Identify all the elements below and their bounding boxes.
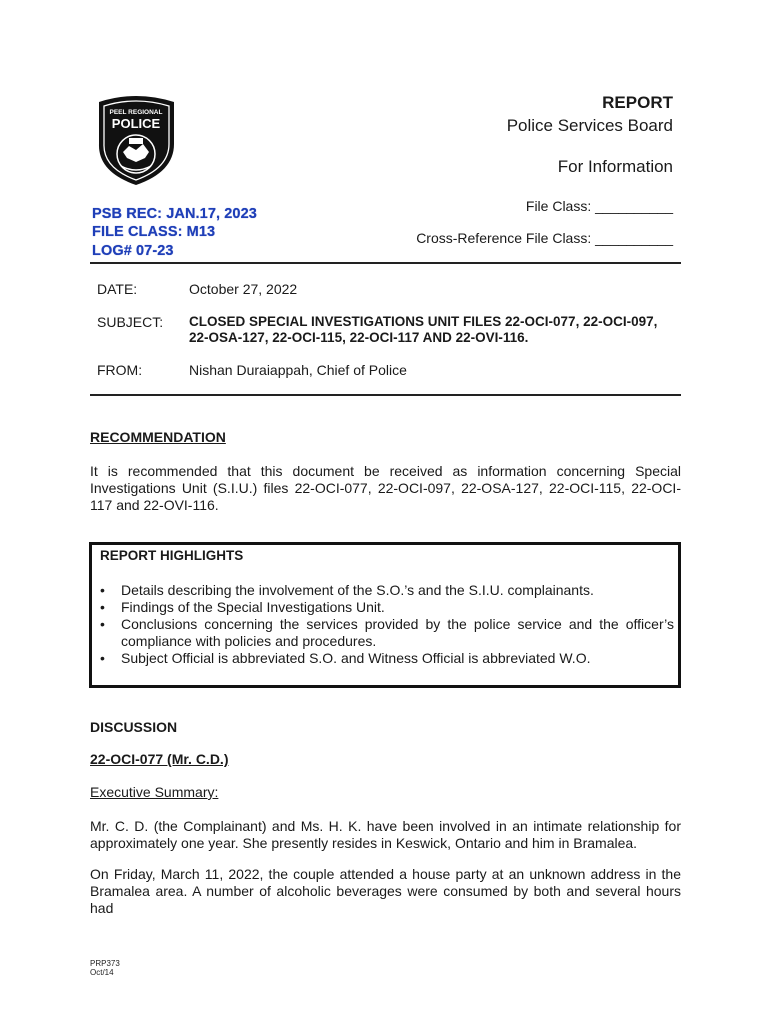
header-divider: [90, 262, 681, 264]
form-date: Oct/14: [90, 968, 114, 977]
date-value: October 27, 2022: [189, 281, 298, 297]
meta-divider: [90, 394, 681, 396]
date-label: DATE:: [97, 281, 138, 297]
subject-line-1: CLOSED SPECIAL INVESTIGATIONS UNIT FILES 22-OCI-077, 22-OCI-097,: [189, 314, 658, 329]
peel-police-logo: [93, 94, 180, 186]
stamp-file-class: FILE CLASS: M13: [92, 224, 216, 240]
from-label: FROM:: [97, 362, 143, 378]
discussion-heading: DISCUSSION: [90, 719, 178, 735]
list-item: • Subject Official is abbreviated S.O. and Witness Official is abbreviated W.O.: [100, 650, 591, 666]
case-heading: 22-OCI-077 (Mr. C.D.): [90, 751, 229, 767]
bullet-icon: •: [100, 616, 105, 632]
recommendation-heading: RECOMMENDATION: [90, 429, 226, 445]
bullet-icon: •: [100, 582, 105, 598]
report-highlights-list: [98, 582, 674, 667]
bullet-icon: •: [100, 650, 105, 666]
discussion-paragraph-1: Mr. C. D. (the Complainant) and Ms. H. K. have been involved in an intimate relationship for approximately one year. She presently resides in Keswick, Ontario and him in Bramalea.: [90, 818, 681, 851]
cross-reference-file-class: Cross-Reference File Class: __________: [416, 230, 673, 246]
executive-summary-heading: Executive Summary:: [90, 784, 219, 800]
subject-line-2: 22-OSA-127, 22-OCI-115, 22-OCI-117 AND 22-OVI-116.: [189, 330, 529, 345]
list-item: • Conclusions concerning the services provided by the police service and the officer’s compliance with policies and procedures.: [100, 616, 674, 649]
form-code: PRP373: [90, 959, 120, 968]
list-item: • Findings of the Special Investigations Unit.: [100, 599, 385, 615]
logo-top-text: PEEL REGIONAL: [109, 109, 163, 116]
board-name: Police Services Board: [506, 116, 673, 135]
stamp-log: LOG# 07-23: [92, 243, 174, 259]
recommendation-text: It is recommended that this document be received as information concerning Special Investigations Unit (S.I.U.) files 22-OCI-077, 22-OCI-097, 22-OSA-127, 22-OCI-115, 22-OCI-117 and 22-OVI-116.: [90, 463, 681, 513]
from-value: Nishan Duraiappah, Chief of Police: [189, 362, 407, 378]
subject-label: SUBJECT:: [97, 314, 164, 330]
list-item: • Details describing the involvement of the S.O.’s and the S.I.U. complainants.: [100, 582, 594, 598]
file-class: File Class: __________: [525, 198, 673, 214]
bullet-icon: •: [100, 599, 105, 615]
stamp-psb-rec: PSB REC: JAN.17, 2023: [92, 206, 257, 222]
report-highlights-heading: REPORT HIGHLIGHTS: [100, 548, 244, 563]
logo-main-text: POLICE: [111, 116, 161, 131]
report-title: REPORT: [602, 93, 673, 112]
for-information: For Information: [557, 157, 673, 176]
discussion-paragraph-2: On Friday, March 11, 2022, the couple attended a house party at an unknown address in the Bramalea area. A number of alcoholic beverages were consumed by both and several hours had: [90, 866, 681, 916]
